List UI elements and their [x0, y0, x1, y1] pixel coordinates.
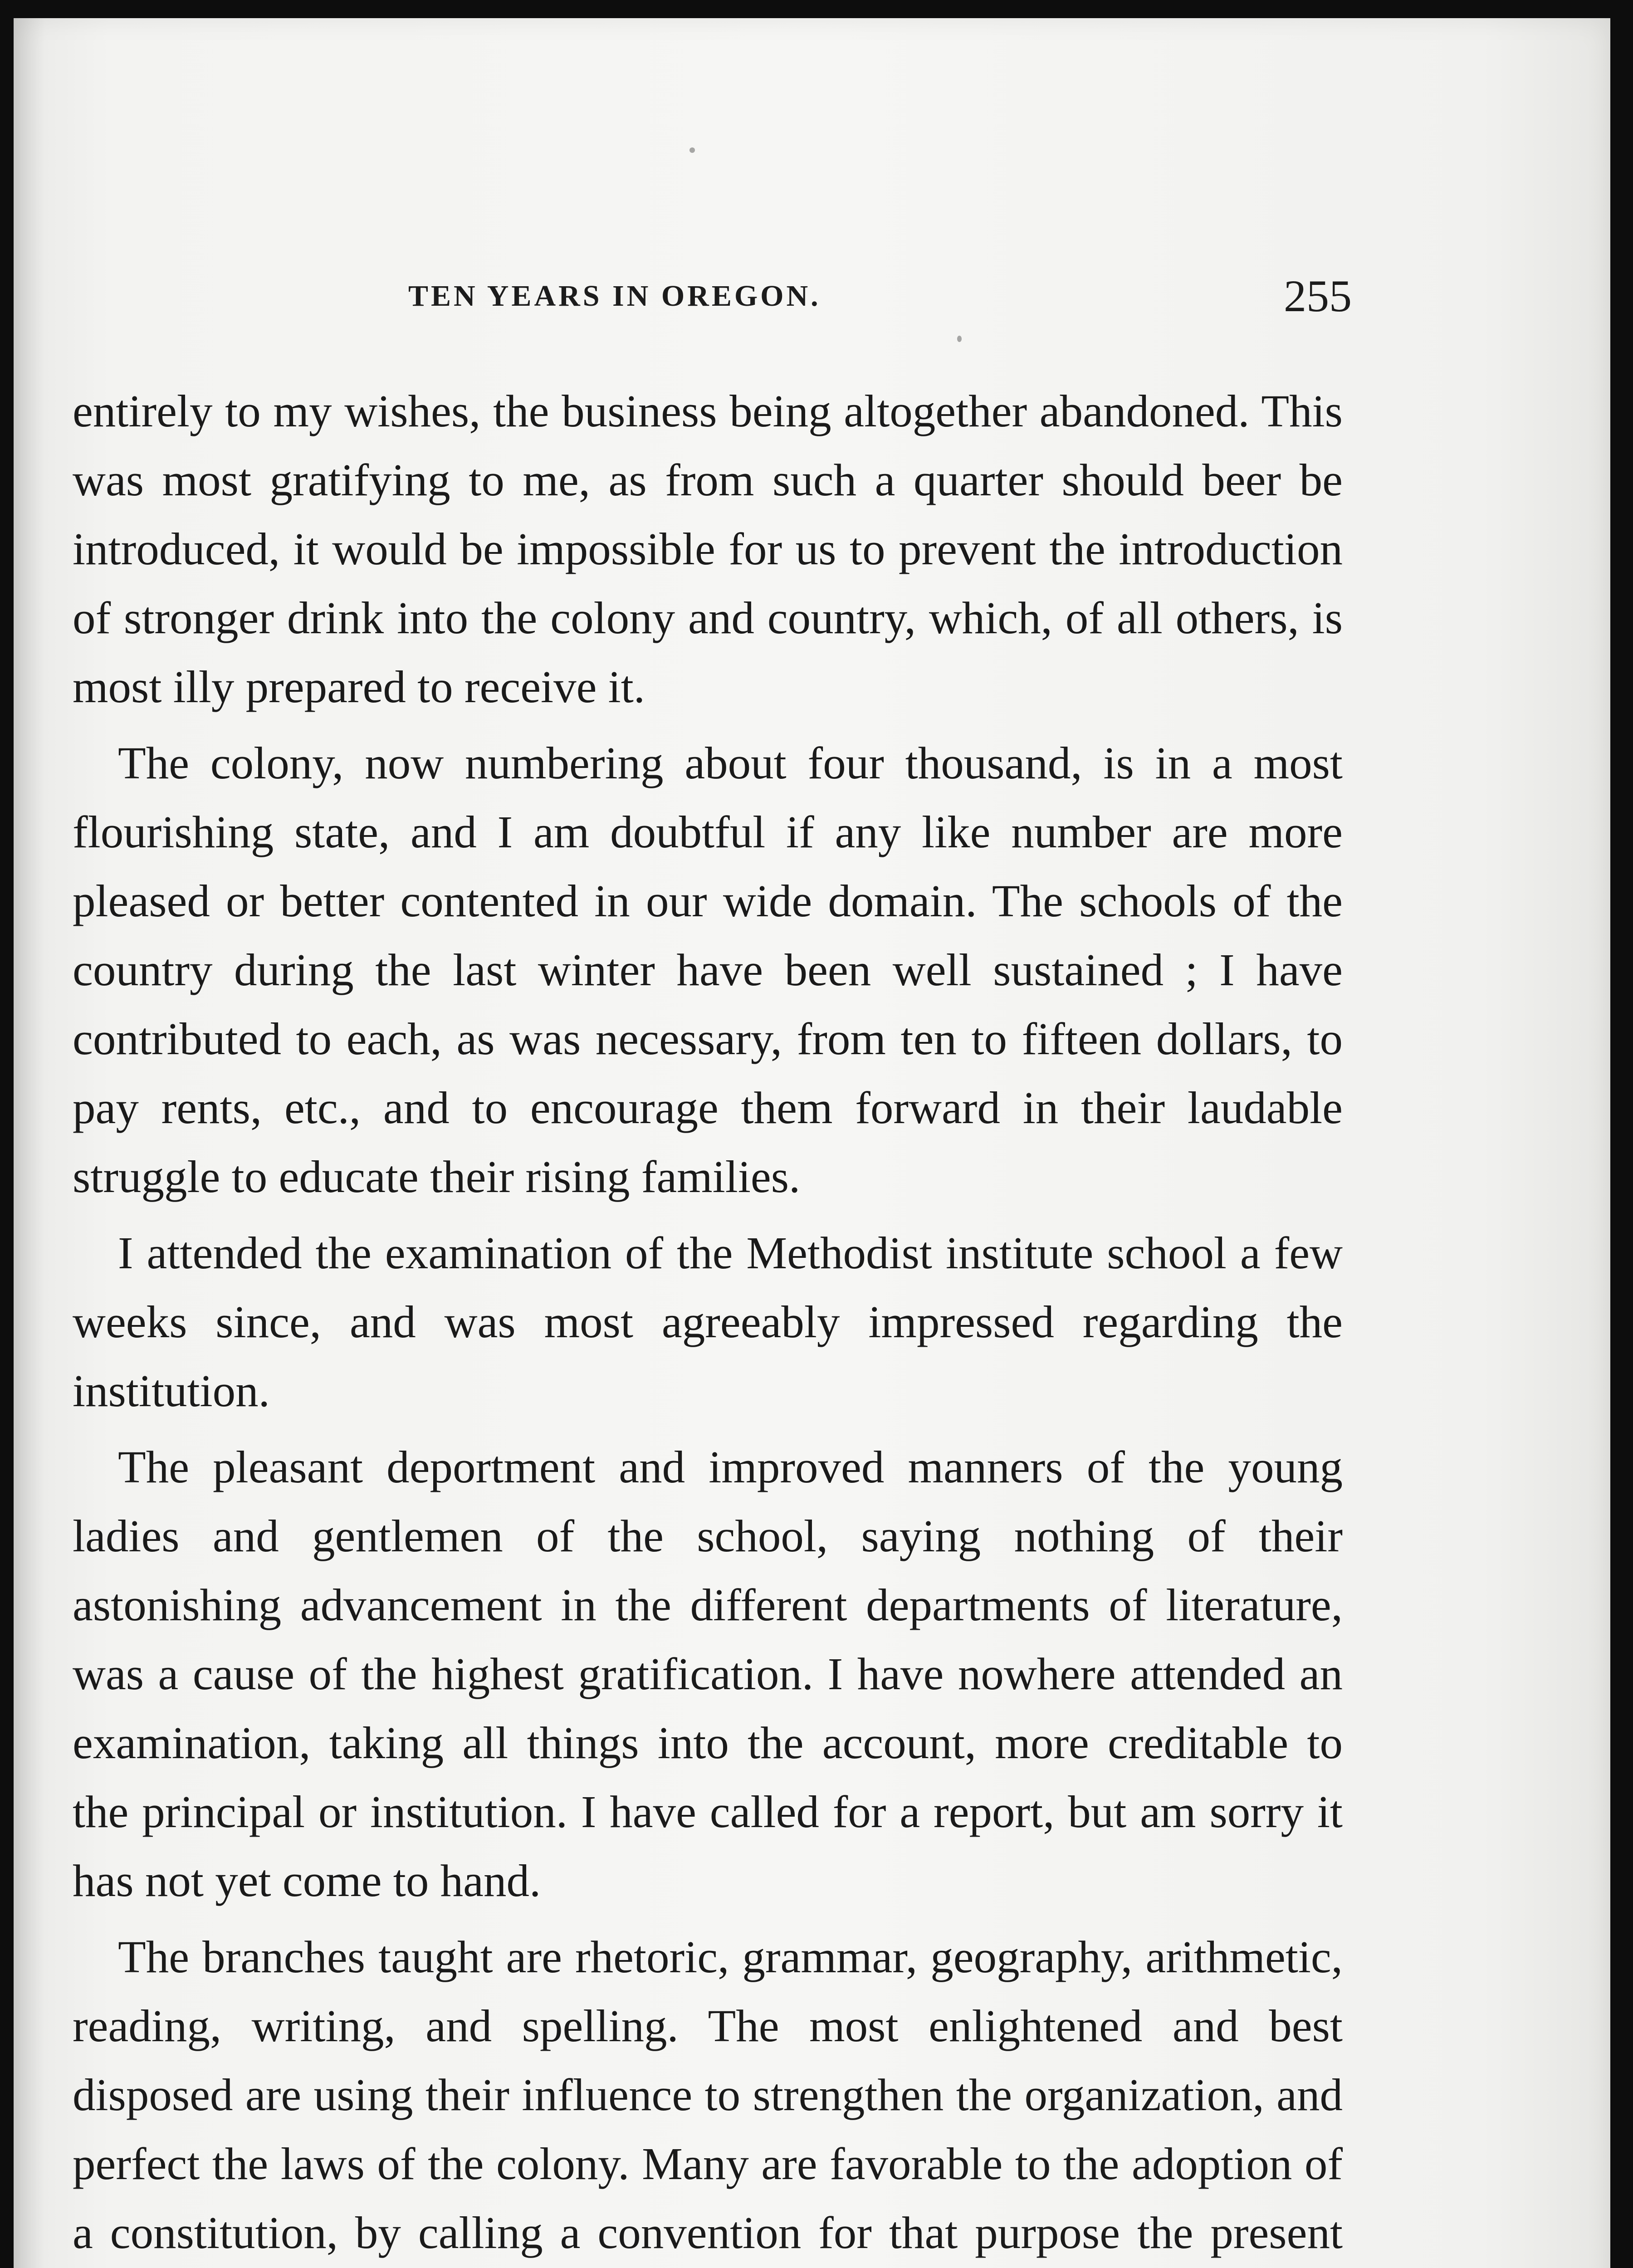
body-text [73, 376, 1343, 2268]
running-title: TEN YEARS IN OREGON. [408, 279, 821, 313]
spine-shadow [14, 18, 45, 2268]
paragraph: I attended the examination of the Methodist institute school a few weeks since, and was most agreeably impressed regarding the institution. [73, 1227, 1343, 1416]
page-number: 255 [1284, 271, 1352, 321]
paragraph: The branches taught are rhetoric, grammar, geography, arithmetic, reading, writing, and spelling. The most enlightened and best disposed are using their influence to strengthen the organization, and perfect the laws of the colony. Many are favorable to the adoption of a constitution, by calling a convention for that purpose the present [73, 1931, 1343, 2258]
paragraph: The colony, now numbering about four thousand, is in a most flourishing state, and I am doubtful if any like number are more pleased or better contented in our wide domain. The schools of the country during the last winter have been well sustained ; I have contributed to each, as was necessary, from ten to fifteen dollars, to pay rents, etc., and to encourage them forward in their laudable struggle to educate their rising families. [73, 738, 1343, 1202]
paragraph: entirely to my wishes, the business being altogether abandoned. This was most gratifying to me, as from such a quarter should beer be introduced, it would be impossible for us to prevent the introduction of stronger drink into the colony and country, which, of all others, is most illy prepared to receive it. [73, 386, 1343, 712]
paper-fleck [689, 147, 695, 153]
book-page [14, 18, 1610, 2268]
paper-fleck [957, 336, 962, 342]
paragraph: The pleasant deportment and improved manners of the young ladies and gentlemen of the school, saying nothing of their astonishing advancement in the different departments of literature, was a cause of the highest gratification. I have nowhere attended an examination, taking all things into the account, more creditable to the principal or institution. I have called for a report, but am sorry it has not yet come to hand. [73, 1442, 1343, 1906]
running-head [408, 270, 1352, 324]
